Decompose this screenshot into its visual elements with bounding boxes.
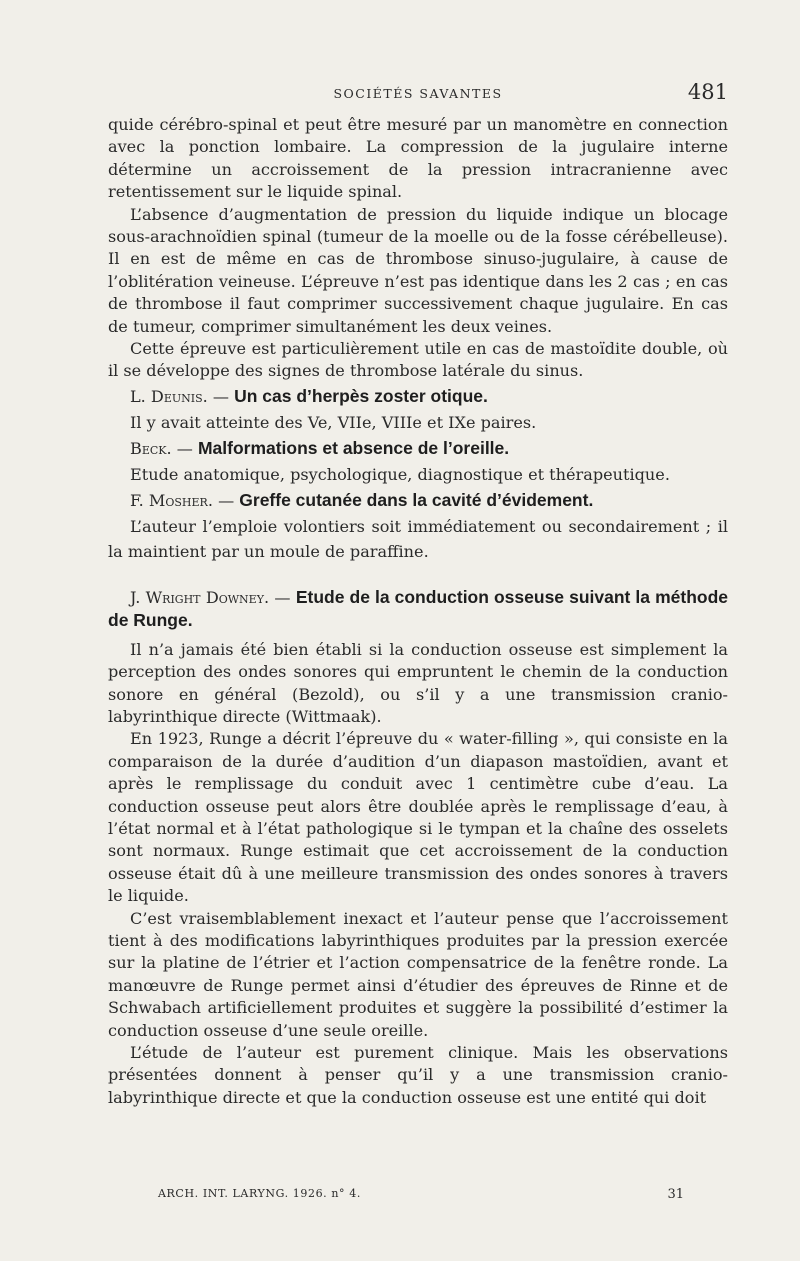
running-title: SOCIÉTÉS SAVANTES xyxy=(333,86,503,101)
paragraph: L’absence d’augmentation de pression du liquide indique un blocage sous-arachnoïdien spinal (tumeur de la moelle ou de la fosse cérébelleuse). Il en est de même en cas de thrombose sinuso-jugulaire, à cause de l’oblitération veineuse. L’épreuve n’est pas identique dans les 2 cas ; en cas de thrombose il faut comprimer successivement chaque jugulaire. En cas de tumeur, comprimer simultanément les deux veines. xyxy=(108,204,728,336)
page-number: 481 xyxy=(687,80,728,104)
entry-body: Il y avait atteinte des Ve, VIIe, VIIIe et IXe paires. xyxy=(130,412,537,432)
entry-author: L. Deunis. xyxy=(130,386,208,406)
entry-body: Etude anatomique, psychologique, diagnostique et thérapeutique. xyxy=(130,464,670,484)
entry-author: Beck. xyxy=(130,438,172,458)
entry-author: J. Wright Downey. xyxy=(130,587,270,607)
paragraph: quide cérébro-spinal et peut être mesuré par un manomètre en connection avec la ponction lombaire. La compression de la jugulaire interne détermine un accroissement de la pression intracranienne avec retentissement sur le liquide spinal. xyxy=(108,115,728,202)
entry-heading: J. Wright Downey. — Etude de la conduction osseuse suivant la méthode de Runge. xyxy=(108,586,728,631)
entry-title: Un cas d’herpès zoster otique. xyxy=(234,385,488,406)
entry-author: F. Mosher. xyxy=(130,490,213,510)
abstract-entry xyxy=(108,586,728,1109)
entry-title: Greffe cutanée dans la cavité d’évidement. xyxy=(239,489,594,510)
page-body xyxy=(108,114,728,1109)
entry-body: L’auteur l’emploie volontiers soit immédiatement ou secondairement ; il la maintient par un moule de paraffine. xyxy=(108,516,728,561)
paragraph: En 1923, Runge a décrit l’épreuve du « water-filling », qui consiste en la comparaison de la durée d’audition d’un diapason mastoïdien, avant et après le remplissage du conduit avec 1 centimètre cube d’eau. La conduction osseuse peut alors être doublée après le remplissage d’eau, à l’état normal et à l’état pathologique si le tympan et la chaîne des osselets sont normaux. Runge estimait que cet accroissement de la conduction osseuse était dû à une meilleure transmission des ondes sonores à travers le liquide. xyxy=(108,729,728,906)
entry-heading: L. Deunis. — Un cas d’herpès zoster otique. xyxy=(130,385,488,406)
page-header xyxy=(108,80,728,110)
entry-title: Malformations et absence de l’oreille. xyxy=(197,437,510,458)
entry-title: Etude de la conduction osseuse suivant la méthode de Runge. xyxy=(108,586,728,631)
paragraph: C’est vraisemblablement inexact et l’auteur pense que l’accroissement tient à des modifications labyrinthiques produites par la pression exercée sur la platine de l’étrier et l’action compensatrice de la fenêtre ronde. La manœuvre de Runge permet ainsi d’étudier des épreuves de Rinne et de Schwabach artificiellement produites et suggère la possibilité d’estimer la conduction osseuse d’une seule oreille. xyxy=(108,908,728,1040)
paragraph: Cette épreuve est particulièrement utile en cas de mastoïdite double, où il se développe des signes de thrombose latérale du sinus. xyxy=(108,339,728,381)
abstract-entry xyxy=(108,383,728,435)
paragraph: L’étude de l’auteur est purement clinique. Mais les observations présentées donnent à penser qu’il y a une transmission cranio-labyrinthique directe et que la conduction osseuse est une entité qui doit xyxy=(108,1043,728,1107)
abstract-entry xyxy=(108,487,728,564)
journal-reference: ARCH. INT. LARYNG. 1926. n° 4. xyxy=(158,1187,361,1200)
paragraph: Il n’a jamais été bien établi si la conduction osseuse est simplement la perception des ondes sonores qui empruntent le chemin de la conduction sonore en général (Bezold), ou s’il y a une transmission cranio-labyrinthique directe (Wittmaak). xyxy=(108,639,728,726)
entry-heading: F. Mosher. — Greffe cutanée dans la cavité d’évidement. xyxy=(130,489,594,510)
abstract-entry xyxy=(108,435,728,487)
signature-mark: 31 xyxy=(667,1187,684,1202)
entry-heading: Beck. — Malformations et absence de l’oreille. xyxy=(130,437,510,458)
